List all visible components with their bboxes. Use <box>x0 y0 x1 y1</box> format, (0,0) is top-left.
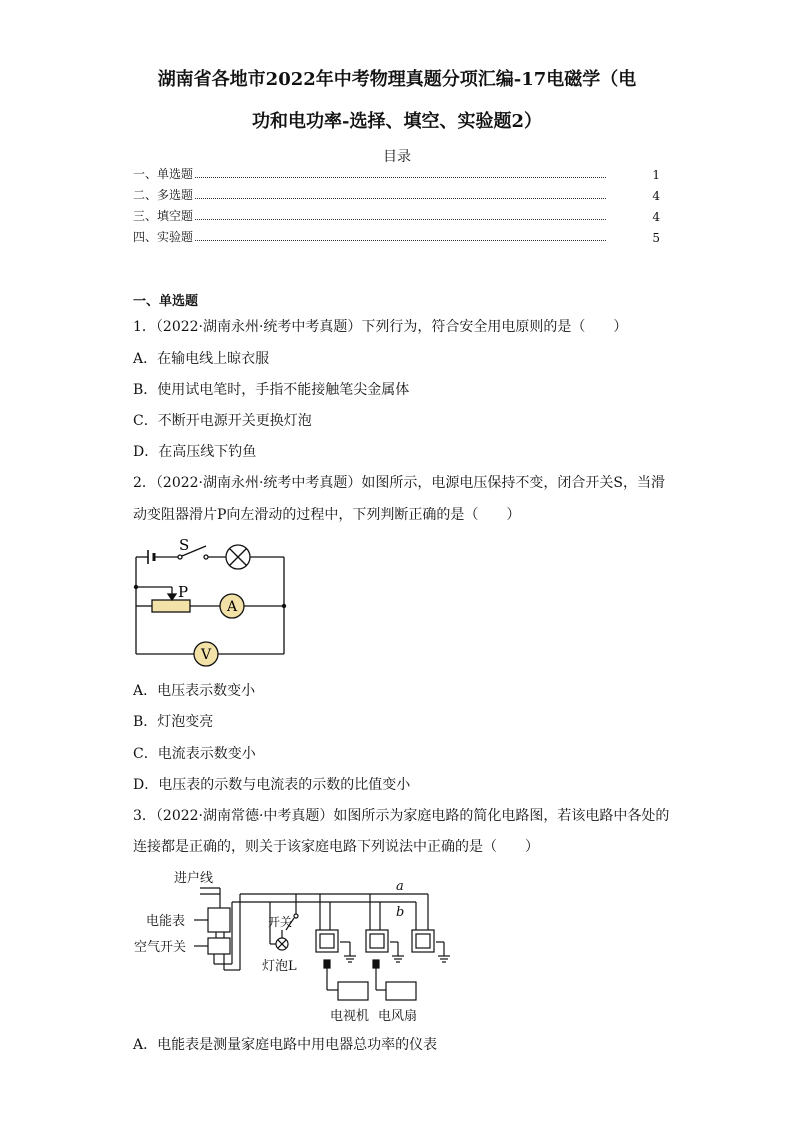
fan-box <box>386 982 416 1000</box>
junction-dot <box>134 585 138 589</box>
switch-contact-left <box>178 555 182 559</box>
entry-line-label: 进户线 <box>174 871 214 886</box>
question-2-option-d: D．电压表的示数与电流表的示数的比值变小 <box>133 777 411 793</box>
question-2-circuit-diagram <box>128 532 298 668</box>
tv-box <box>338 982 368 1000</box>
question-3-option-a: A．电能表是测量家庭电路中用电器总功率的仪表 <box>133 1037 438 1053</box>
line-a-label: a <box>396 879 404 894</box>
voltmeter-label: V <box>200 647 212 663</box>
toc-leader <box>195 240 606 241</box>
toc-entry-page: 1 <box>652 168 660 182</box>
switch-label: 开关 <box>268 915 293 929</box>
toc-entry-label: 一、单选题 <box>133 167 194 181</box>
meter-label: 电能表 <box>146 914 186 929</box>
breaker-label: 空气开关 <box>134 940 187 955</box>
line-b-label: b <box>396 905 405 920</box>
socket-3 <box>412 930 434 952</box>
question-2-option-b: B．灯泡变亮 <box>133 714 214 730</box>
toc-entry[interactable] <box>133 164 660 182</box>
question-2-stem-line-2: 动变阻器滑片P向左滑动的过程中，下列判断正确的是（ ） <box>133 507 521 523</box>
question-1-stem: 1．（2022·湖南永州·统考中考真题）下列行为，符合安全用电原则的是（ ） <box>133 319 628 335</box>
question-1-option-a: A．在输电线上晾衣服 <box>133 351 270 367</box>
question-3-household-circuit-diagram <box>130 866 460 1026</box>
socket-2 <box>366 930 388 952</box>
question-1-option-c: C．不断开电源开关更换灯泡 <box>133 413 312 429</box>
breaker-box <box>208 938 230 954</box>
toc-leader <box>195 177 606 178</box>
toc-leader <box>195 198 606 199</box>
toc-leader <box>195 219 606 220</box>
rheostat-body <box>152 600 190 612</box>
question-1-option-d: D．在高压线下钓鱼 <box>133 444 257 460</box>
slider-arrow-head <box>168 594 176 600</box>
fan-plug <box>373 960 379 968</box>
junction-dot <box>282 604 286 608</box>
question-2-option-a: A．电压表示数变小 <box>133 683 256 699</box>
toc-entry-page: 4 <box>652 189 660 203</box>
toc-entry[interactable] <box>133 227 660 245</box>
question-1-option-b: B．使用试电笔时，手指不能接触笔尖金属体 <box>133 382 410 398</box>
toc-entry-label: 二、多选题 <box>133 188 194 202</box>
socket-1 <box>316 930 338 952</box>
toc-entry-page: 5 <box>652 231 660 245</box>
question-2-stem-line-1: 2．（2022·湖南永州·统考中考真题）如图所示，电源电压保持不变，闭合开关S，当滑 <box>133 475 666 491</box>
toc-entry-label: 四、实验题 <box>133 230 194 244</box>
fan-label: 电风扇 <box>378 1009 418 1024</box>
socket-2-face <box>370 934 384 948</box>
question-2-option-c: C．电流表示数变小 <box>133 746 256 762</box>
tv-plug <box>324 960 330 968</box>
toc-entry[interactable] <box>133 185 660 203</box>
toc-entry-label: 三、填空题 <box>133 209 194 223</box>
socket-3-face <box>416 934 430 948</box>
document-title-line-1: 湖南省各地市2022年中考物理真题分项汇编-17电磁学（电 <box>157 69 637 90</box>
toc-heading: 目录 <box>383 149 411 165</box>
lamp-label: 灯泡L <box>262 959 297 974</box>
question-3-stem-line-2: 连接都是正确的，则关于该家庭电路下列说法中正确的是（ ） <box>133 839 539 855</box>
section-heading-single-choice: 一、单选题 <box>133 294 199 309</box>
ammeter-label: A <box>226 599 238 615</box>
slider-label: P <box>178 583 189 601</box>
switch-contact <box>294 914 298 918</box>
question-3-stem-line-1: 3．（2022·湖南常德·中考真题）如图所示为家庭电路的简化电路图，若该电路中各处的 <box>133 808 670 824</box>
tv-label: 电视机 <box>330 1009 370 1024</box>
toc-entry-page: 4 <box>652 210 660 224</box>
socket-1-face <box>320 934 334 948</box>
toc-entry[interactable] <box>133 206 660 224</box>
switch-label: S <box>179 536 190 554</box>
switch-contact-right <box>204 555 208 559</box>
document-title-line-2: 功和电功率-选择、填空、实验题2） <box>252 111 542 132</box>
meter-box <box>208 908 230 932</box>
